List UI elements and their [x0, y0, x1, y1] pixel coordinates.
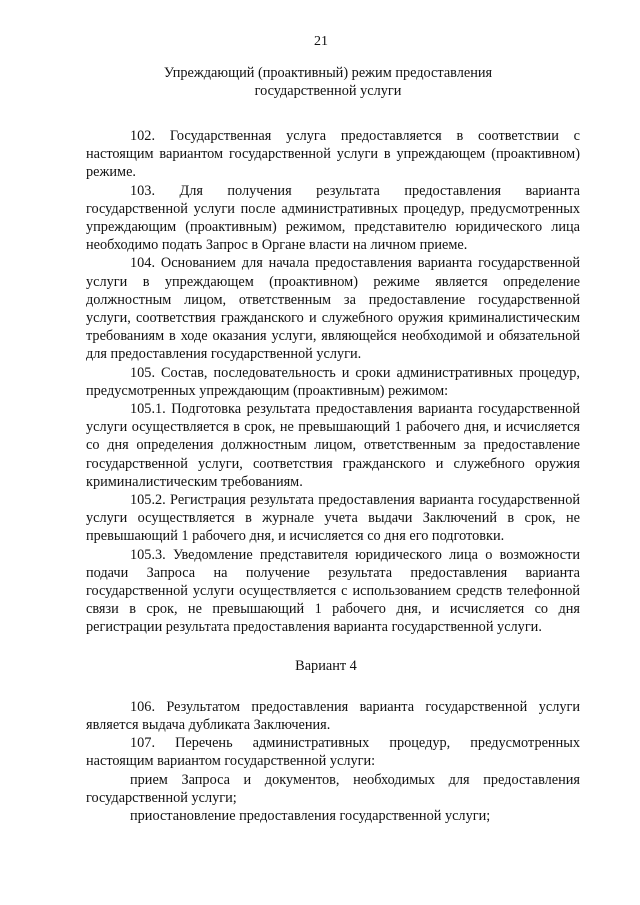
variant-title: Вариант 4: [295, 657, 357, 674]
paragraph-102: 102. Государственная услуга предоставляется в соответствии с настоящим вариантом государственной услуги в упреждающем (проактивном) режиме.: [86, 128, 580, 181]
section-title-line-2: государственной услуги: [254, 83, 402, 99]
paragraph-107: 107. Перечень административных процедур, предусмотренных настоящим вариантом государственной услуги:: [86, 735, 580, 770]
paragraph-105-3: 105.3. Уведомление представителя юридического лица о возможности подачи Запроса на получение результата предоставления варианта государственной услуги осуществляется с использованием средств телефонной связи в срок, не превышающий 1 рабочего дня, и исчисляется со дня регистрации результата предоставления варианта государственной услуги.: [86, 546, 580, 636]
paragraph-103: 103. Для получения результата предоставления варианта государственной услуги после административных процедур, предусмотренных упреждающим (проактивным) режимом, представителю юридического лица необходимо подать Запрос в Органе власти на личном приеме.: [86, 182, 580, 254]
paragraph-105: 105. Состав, последовательность и сроки административных процедур, предусмотренных упреждающим (проактивным) режимом:: [86, 364, 580, 399]
variant-paragraphs: [86, 698, 580, 825]
proactive-paragraphs: [86, 127, 580, 637]
paragraph-105-2: 105.2. Регистрация результата предоставления варианта государственной услуги осуществляется в журнале учета выдачи Заключений в срок, не превышающий 1 рабочего дня, и исчисляется со дня его подготовки.: [86, 492, 580, 545]
list-item-suspend-service: приостановление предоставления государственной услуги;: [130, 807, 491, 824]
page-number: 21: [314, 34, 328, 49]
section-title-line-1: Упреждающий (проактивный) режим предоставления: [163, 65, 493, 81]
paragraph-104: 104. Основанием для начала предоставления варианта государственной услуги в упреждающем (проактивном) режиме является определение должностным лицом, ответственным за предоставление государственной услуги, соответствия гражданского и служебного оружия криминалистическим требованиям в ходе оказания услуги, являющейся необходимой и обязательной для предоставления государственной услуги.: [86, 255, 580, 363]
section-title: [76, 64, 580, 100]
paragraph-106: 106. Результатом предоставления варианта государственной услуги является выдача дубликата Заключения.: [86, 698, 580, 733]
paragraph-105-1: 105.1. Подготовка результата предоставления варианта государственной услуги осуществляется в срок, не превышающий 1 рабочего дня, и исчисляется со дня определения должностным лицом, ответственным за предоставление государственной услуги, соответствия гражданского и служебного оружия криминалистическим требованиям.: [86, 401, 580, 490]
list-item-accept-request: прием Запроса и документов, необходимых для предоставления государственной услуги;: [86, 771, 580, 806]
